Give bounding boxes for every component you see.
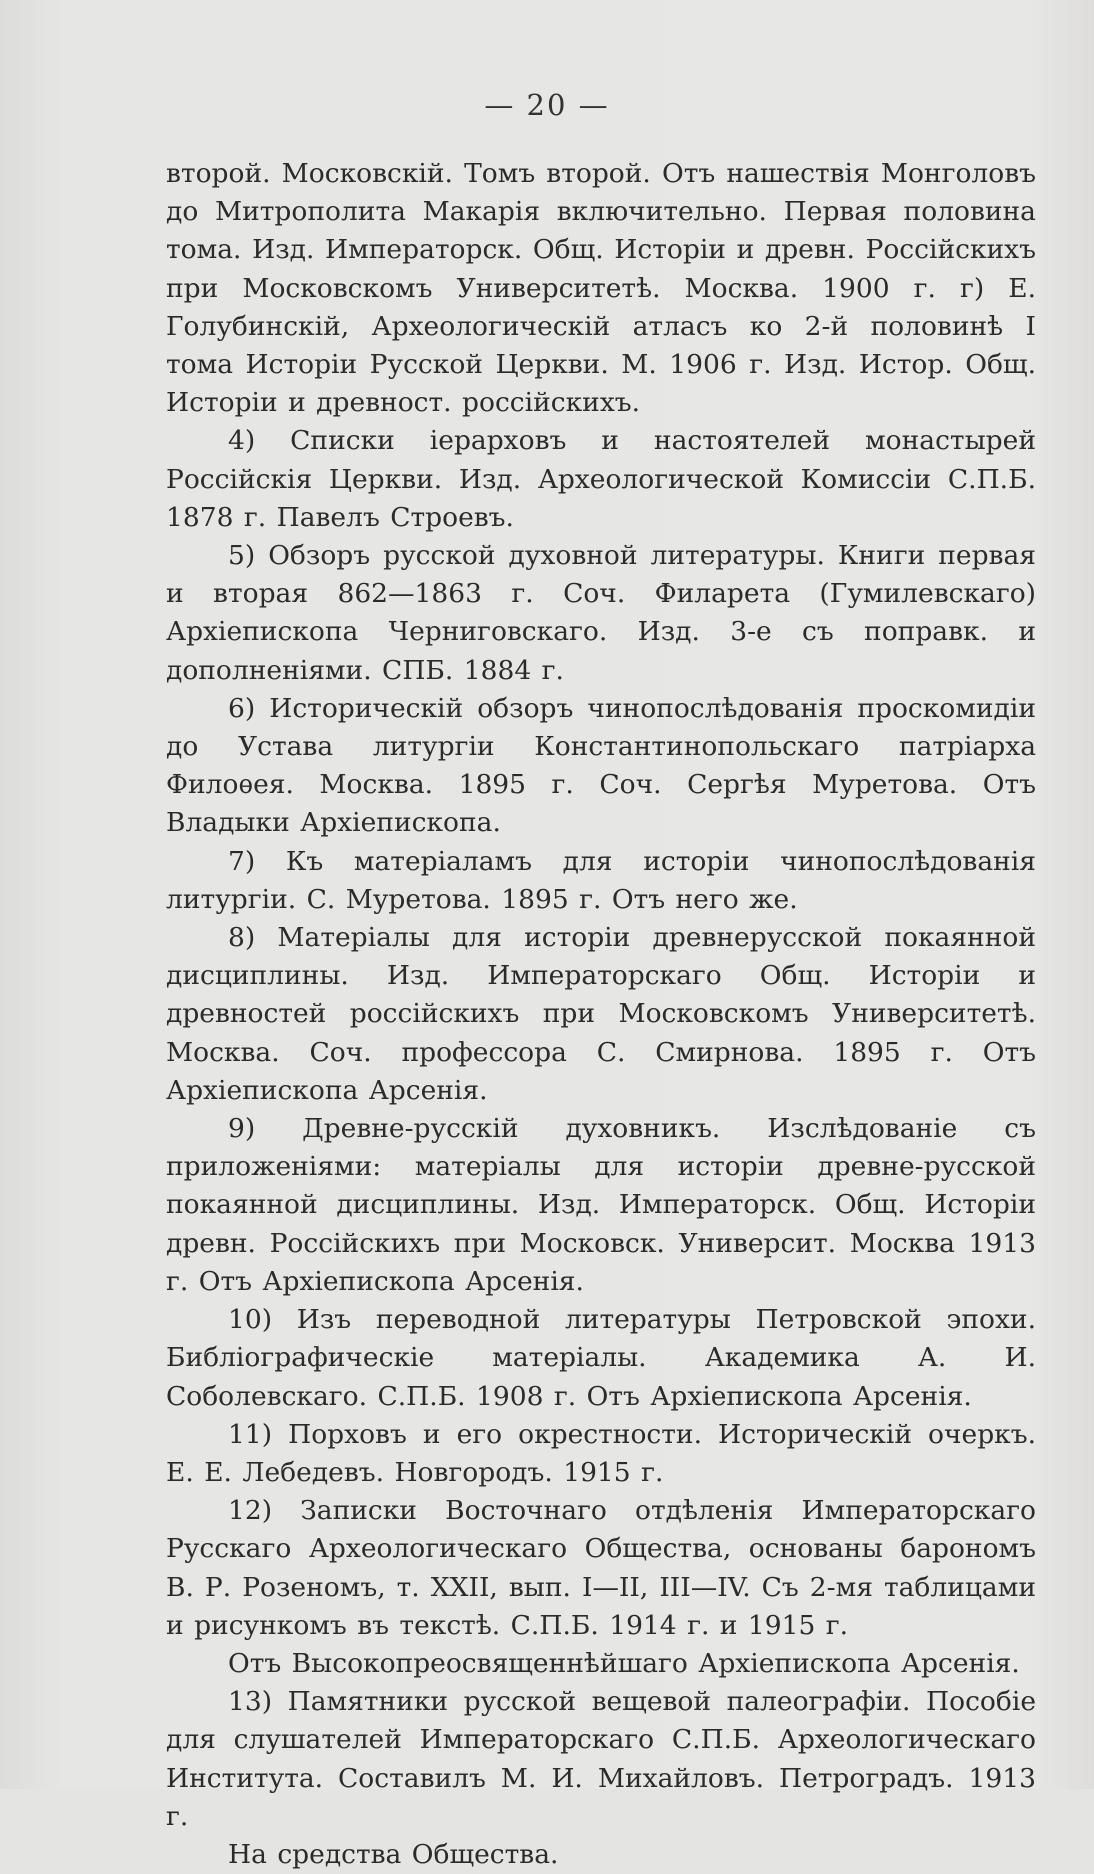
paragraph-continuation: второй. Московскій. Томъ второй. Отъ нашествія Монголовъ до Митрополита Макарія включительно. Первая половина тома. Изд. Императорск. Общ. Исторіи и древн. Россійскихъ при Московскомъ Университетѣ. Москва. 1900 г. г) Е. Голубинскій, Археологическій атласъ ко 2-й половинѣ I тома Исторіи Русской Церкви. М. 1906 г. Изд. Истор. Общ. Исторіи и древност. россійскихъ. [166,158,1036,419]
paragraph-item-10: 10) Изъ переводной литературы Петровской эпохи. Библіографическіе матеріалы. Академика А. И. Соболевскаго. С.П.Б. 1908 г. Отъ Архіепископа Арсенія. [166,1304,1036,1412]
text-body [166,155,1036,1874]
page-number: — 20 — [484,88,610,122]
paragraph-item-8: 8) Матеріалы для исторіи древнерусской покаянной дисциплины. Изд. Императорскаго Общ. Исторіи и древностей россійскихъ при Московскомъ Университетѣ. Москва. Соч. профессора С. Смирнова. 1895 г. Отъ Архіепископа Арсенія. [166,922,1036,1106]
paragraph-item-9: 9) Древне-русскій духовникъ. Изслѣдованіе съ приложеніями: матеріалы для исторіи древне-русской покаянной дисциплины. Изд. Императорск. Общ. Исторіи древн. Россійскихъ при Московск. Университ. Москва 1913 г. Отъ Архіепископа Арсенія. [166,1113,1036,1297]
paragraph-item-5: 5) Обзоръ русской духовной литературы. Книги первая и вторая 862—1863 г. Соч. Филарета (Гумилевскаго) Архіепископа Черниговскаго. Изд. 3-е съ поправк. и дополненіями. СПБ. 1884 г. [166,540,1036,686]
paragraph-item-7: 7) Къ матеріаламъ для исторіи чинопослѣдованія литургіи. С. Муретова. 1895 г. Отъ него же. [166,845,1036,915]
paragraph-item-4: 4) Списки іерарховъ и настоятелей монастырей Россійскія Церкви. Изд. Археологической Комиссіи С.П.Б. 1878 г. Павелъ Строевъ. [166,425,1036,533]
paragraph-item-6: 6) Историческій обзоръ чинопослѣдованія проскомидіи до Устава литургіи Константинопольскаго патріарха Филоѳея. Москва. 1895 г. Соч. Сергѣя Муретова. Отъ Владыки Архіепископа. [166,692,1036,839]
paragraph-item-13: 13) Памятники русской вещевой палеографіи. Пособіе для слушателей Императорскаго С.П.Б. Археологическаго Института. Составилъ М. И. Михайловъ. Петроградъ. 1913 г. [166,1686,1036,1832]
paragraph-donor-note: Отъ Высокопреосвященнѣйшаго Архіепископа Арсенія. [228,1647,1020,1679]
paragraph-item-11: 11) Порховъ и его окрестности. Историческій очеркъ. Е. Е. Лебедевъ. Новгородъ. 1915 г. [166,1418,1036,1488]
paragraph-item-12: 12) Записки Восточнаго отдѣленія Императорскаго Русскаго Археологическаго Общества, основаны барономъ В. Р. Розеномъ, т. XXII, вып. I—II, III—IV. Съ 2-мя таблицами и рисункомъ въ текстѣ. С.П.Б. 1914 г. и 1915 г. [166,1495,1036,1641]
paragraph-funding-note: На средства Общества. [228,1838,559,1870]
